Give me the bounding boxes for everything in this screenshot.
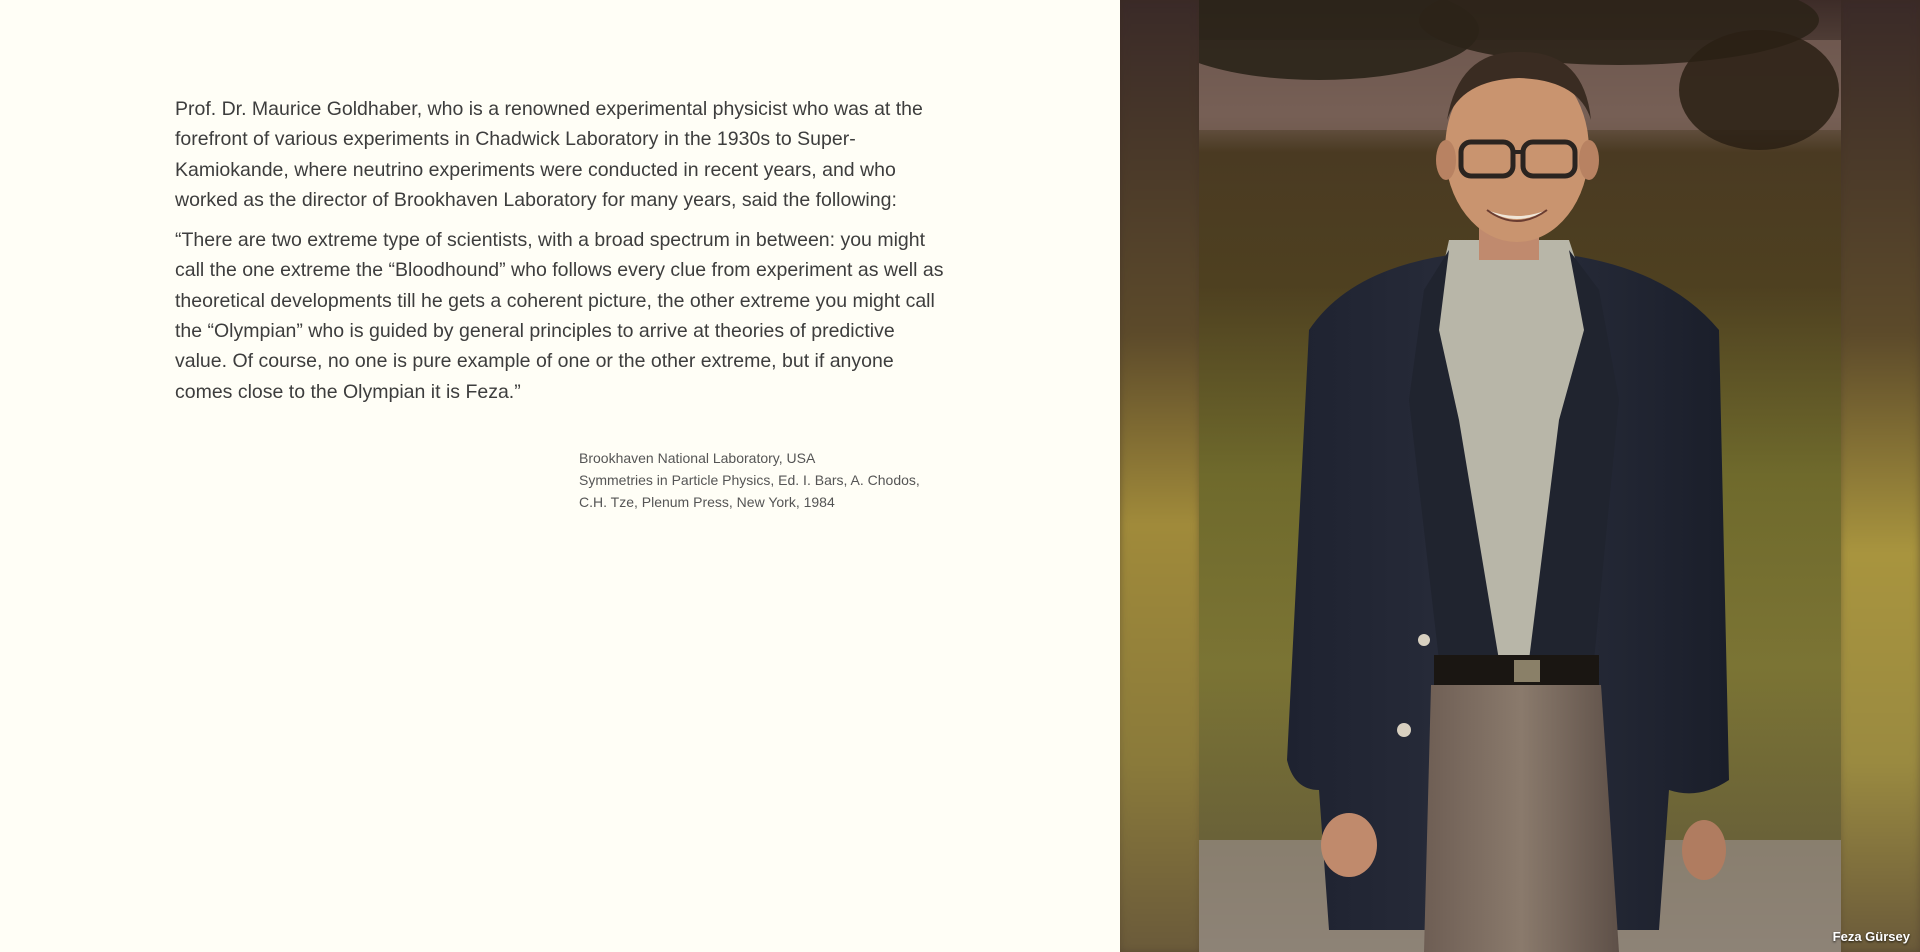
citation-line-1: Brookhaven National Laboratory, USA — [579, 450, 816, 466]
citation-line-2: Symmetries in Particle Physics, Ed. I. Bars, A. Chodos, — [579, 472, 920, 488]
photo-panel — [1120, 0, 1920, 952]
portrait-photo — [1199, 0, 1841, 952]
photo-blur-right — [1840, 0, 1920, 952]
photo-blur-left — [1120, 0, 1200, 952]
citation — [579, 447, 959, 513]
quote-paragraph: “There are two extreme type of scientists, with a broad spectrum in between: you might call the one extreme the “Bloodhound” who follows every clue from experiment as well as theoretical developments till he gets a coherent picture, the other extreme you might call the “Olympian” who is guided by general principles to arrive at theories of predictive value. Of course, no one is pure example of one or the other extreme, but if anyone comes close to the Olympian it is Feza.” — [175, 229, 944, 403]
intro-paragraph: Prof. Dr. Maurice Goldhaber, who is a renowned experimental physicist who was at the forefront of various experiments in Chadwick Laboratory in the 1930s to Super-Kamiokande, where neutrino experiments were conducted in recent years, and who worked as the director of Brookhaven Laboratory for many years, said the following: — [175, 98, 923, 211]
citation-line-3: C.H. Tze, Plenum Press, New York, 1984 — [579, 494, 835, 510]
photo-caption: Feza Gürsey — [1832, 929, 1910, 944]
article — [175, 94, 951, 417]
